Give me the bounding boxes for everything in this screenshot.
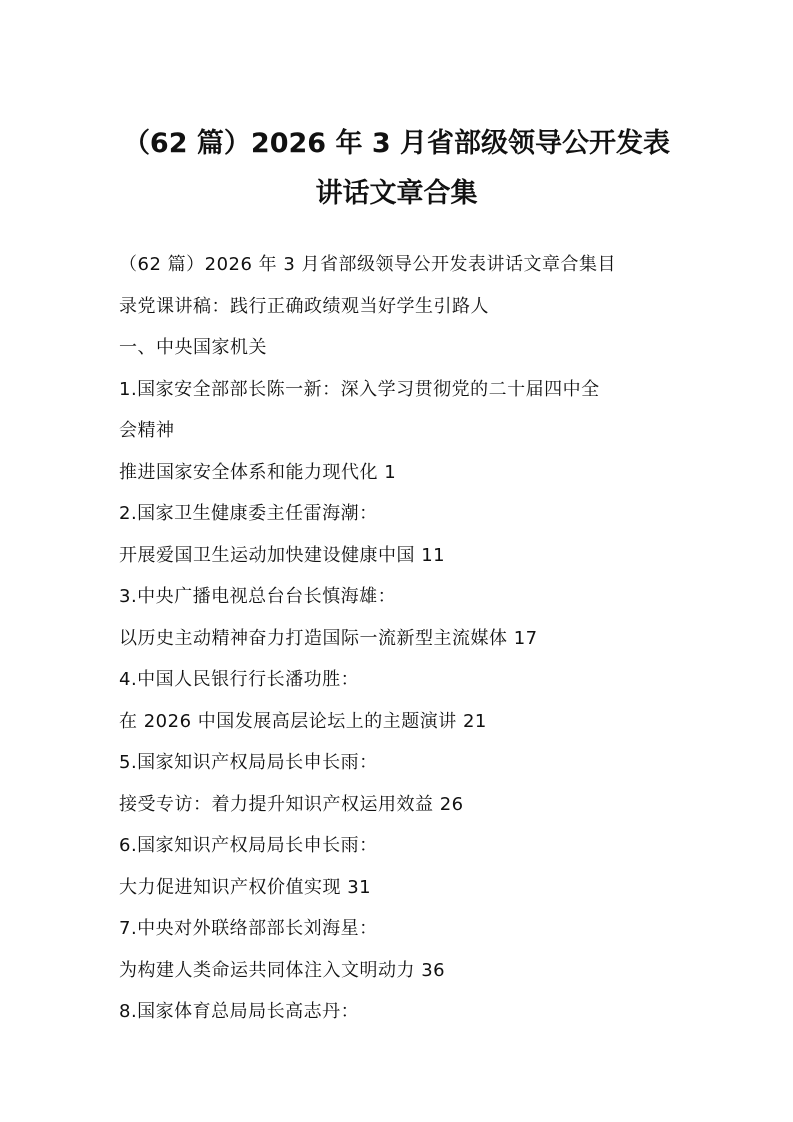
document-title-line-1: （62 篇）2026 年 3 月省部级领导公开发表	[122, 128, 671, 159]
toc-entry-3-title: 以历史主动精神奋力打造国际一流新型主流媒体 17	[119, 627, 538, 649]
toc-entry-6-author: 6.国家知识产权局局长申长雨：	[119, 835, 378, 856]
toc-entry-1-author-cont: 会精神	[119, 420, 175, 441]
document-title-line-2: 讲话文章合集	[315, 178, 478, 209]
toc-entry-4-title: 在 2026 中国发展高层论坛上的主题演讲 21	[119, 710, 487, 732]
toc-entry-3-author: 3.中央广播电视总台台长慎海雄：	[119, 586, 397, 607]
toc-entry-7-title: 为构建人类命运共同体注入文明动力 36	[119, 959, 446, 981]
toc-entry-1-title: 推进国家安全体系和能力现代化 1	[119, 461, 397, 483]
toc-intro-line-2: 录党课讲稿：践行正确政绩观当好学生引路人	[119, 295, 489, 317]
toc-entry-6-title: 大力促进知识产权价值实现 31	[119, 876, 372, 898]
toc-entry-5-title: 接受专访：着力提升知识产权运用效益 26	[119, 793, 464, 815]
section-heading: 一、中央国家机关	[119, 337, 267, 358]
table-of-contents	[119, 244, 689, 1033]
toc-entry-2-author: 2.国家卫生健康委主任雷海潮：	[119, 503, 378, 524]
toc-intro-line-1: （62 篇）2026 年 3 月省部级领导公开发表讲话文章合集目	[119, 254, 617, 275]
toc-entry-5-author: 5.国家知识产权局局长申长雨：	[119, 752, 378, 773]
toc-entry-1-author: 1.国家安全部部长陈一新：深入学习贯彻党的二十届四中全	[119, 378, 600, 400]
toc-entry-2-title: 开展爱国卫生运动加快建设健康中国 11	[119, 544, 446, 566]
toc-entry-8-author: 8.国家体育总局局长高志丹：	[119, 1001, 360, 1022]
toc-entry-4-author: 4.中国人民银行行长潘功胜：	[119, 669, 360, 690]
toc-entry-7-author: 7.中央对外联络部部长刘海星：	[119, 918, 378, 939]
